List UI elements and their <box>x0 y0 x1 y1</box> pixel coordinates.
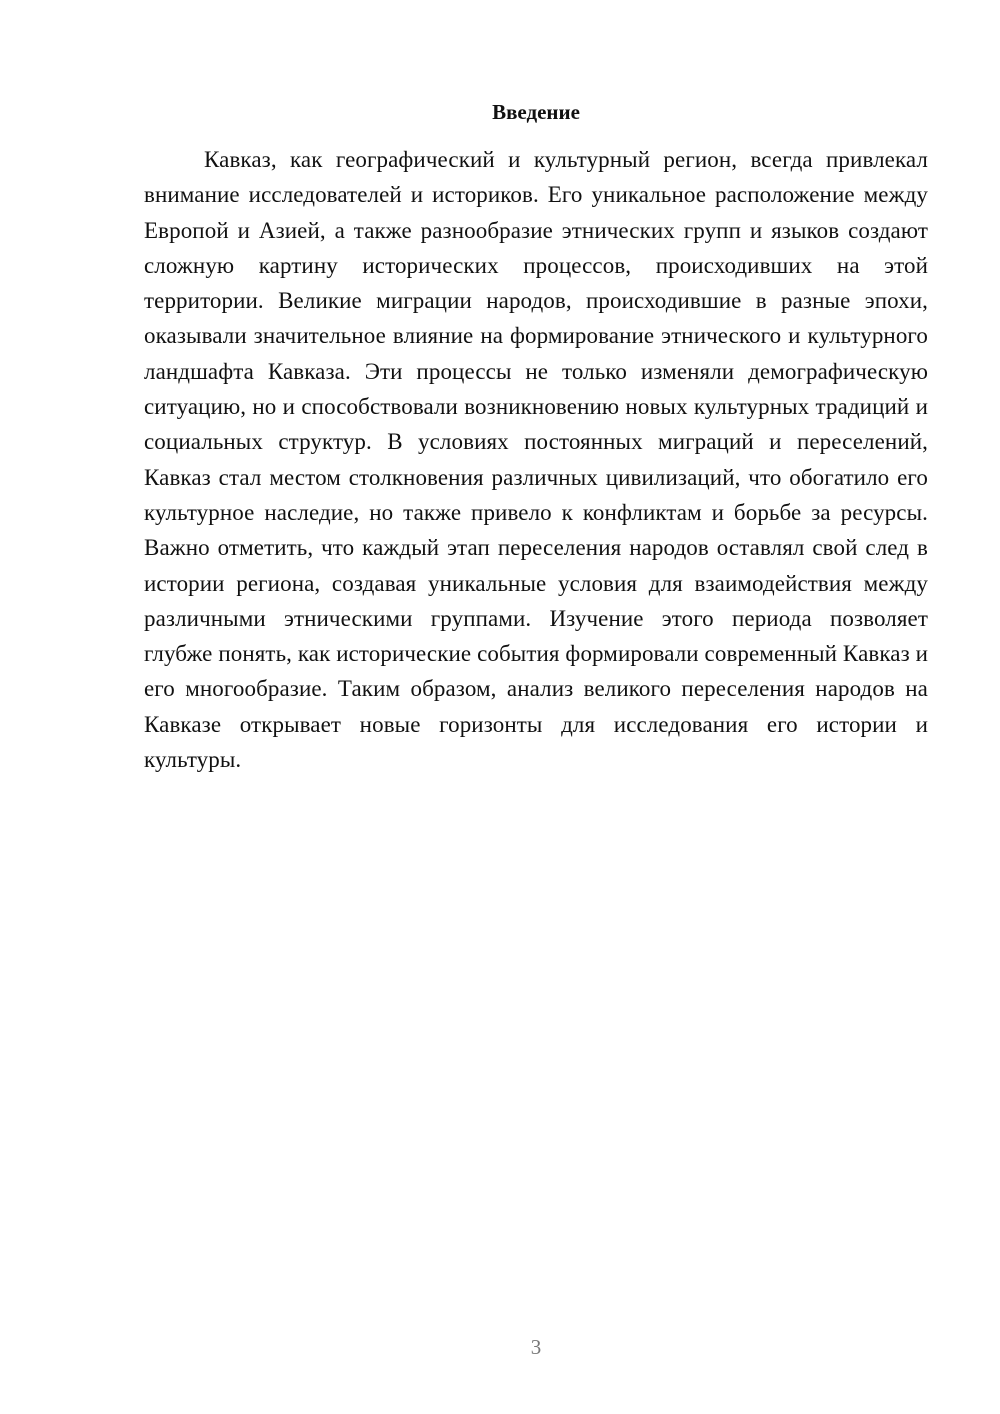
introduction-paragraph: Кавказ, как географический и культурный регион, всегда привлекал внимание исследователей и историков. Его уникальное расположение между Европой и Азией, а также разнообразие этнических групп и языков создают сложную картину исторических процессов, происходивших на этой территории. Великие миграции народов, происходившие в разные эпохи, оказывали значительное влияние на формирование этнического и культурного ландшафта Кавказа. Эти процессы не только изменяли демографическую ситуацию, но и способствовали возникновению новых культурных традиций и социальных структур. В условиях постоянных миграций и переселений, Кавказ стал местом столкновения различных цивилизаций, что обогатило его культурное наследие, но также привело к конфликтам и борьбе за ресурсы. Важно отметить, что каждый этап переселения народов оставлял свой след в истории региона, создавая уникальные условия для взаимодействия между различными этническими группами. Изучение этого периода позволяет глубже понять, как исторические события формировали современный Кавказ и его многообразие. Таким образом, анализ великого переселения народов на Кавказе открывает новые горизонты для исследования его истории и культуры. <box>144 147 929 773</box>
section-heading: Введение <box>492 100 580 124</box>
page-number: 3 <box>530 1335 542 1359</box>
